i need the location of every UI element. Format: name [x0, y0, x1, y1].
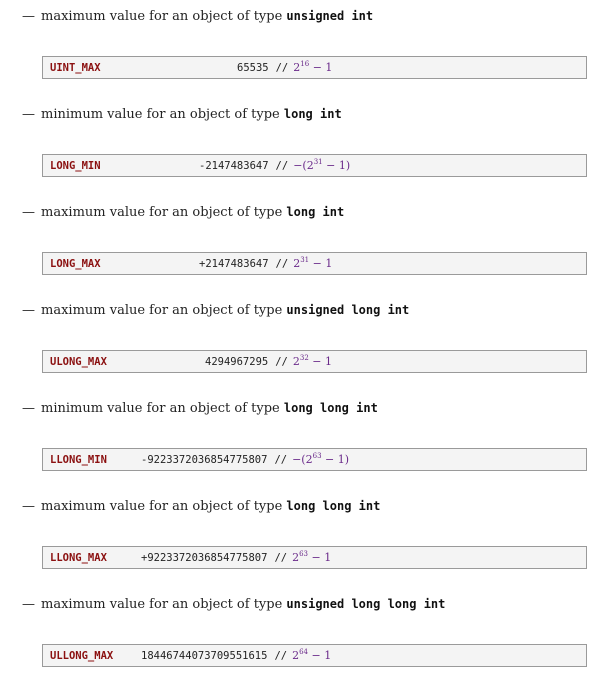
value-line	[199, 257, 332, 271]
expr-exponent: 31	[313, 158, 323, 166]
macro-name: LLONG_MAX	[50, 552, 107, 564]
limit-entry	[0, 490, 602, 588]
macro-value: +9223372036854775807	[141, 552, 268, 564]
expr-base: 2	[306, 159, 314, 172]
value-line	[141, 551, 331, 565]
code-box	[42, 154, 587, 177]
power-expression	[293, 355, 332, 368]
comment-marker: //	[274, 552, 288, 564]
power-expression	[292, 551, 331, 564]
type-name: unsigned long int	[286, 303, 410, 317]
limit-entry	[0, 294, 602, 392]
macro-name: ULLONG_MAX	[50, 650, 114, 662]
code-box	[42, 448, 587, 471]
macro-name: LLONG_MIN	[50, 454, 107, 466]
code-box	[42, 56, 587, 79]
expr-rest: − 1	[312, 257, 333, 270]
type-name: long long int	[283, 401, 378, 415]
expr-rest: − 1	[311, 551, 332, 564]
limit-description	[22, 595, 445, 614]
limit-entry	[0, 98, 602, 196]
macro-name: LONG_MIN	[50, 160, 101, 172]
comment-marker: //	[275, 356, 288, 368]
expr-rest: − 1	[326, 159, 346, 172]
description-text: maximum value for an object of type	[41, 597, 283, 612]
expr-base: 2	[293, 61, 301, 74]
macro-value: +2147483647	[199, 258, 269, 270]
value-line	[237, 61, 332, 75]
limit-entry	[0, 392, 602, 490]
limit-description	[22, 203, 344, 222]
expr-rest: − 1	[312, 355, 333, 368]
expr-exponent: 32	[299, 354, 309, 362]
description-text: minimum value for an object of type	[41, 107, 280, 122]
expr-open: −(	[292, 453, 306, 466]
code-box	[42, 350, 587, 373]
expr-exponent: 31	[300, 256, 310, 264]
macro-value: 18446744073709551615	[141, 650, 268, 662]
em-dash: —	[22, 597, 35, 612]
expr-rest: − 1	[325, 453, 345, 466]
limit-description	[22, 301, 409, 320]
comment-marker: //	[274, 650, 288, 662]
description-text: maximum value for an object of type	[41, 303, 283, 318]
em-dash: —	[22, 499, 35, 514]
description-text: maximum value for an object of type	[41, 499, 283, 514]
value-line	[141, 649, 331, 663]
em-dash: —	[22, 205, 35, 220]
limit-description	[22, 497, 380, 516]
expr-rest: − 1	[312, 61, 333, 74]
code-box	[42, 546, 587, 569]
em-dash: —	[22, 303, 35, 318]
expr-base: 2	[293, 257, 301, 270]
power-expression	[292, 453, 349, 466]
macro-name: ULONG_MAX	[50, 356, 107, 368]
limit-entry	[0, 588, 602, 686]
macro-value: -9223372036854775807	[141, 454, 268, 466]
expr-close: )	[344, 453, 350, 466]
macro-name: UINT_MAX	[50, 62, 101, 74]
type-name: long long int	[286, 499, 381, 513]
em-dash: —	[22, 107, 35, 122]
comment-marker: //	[275, 160, 289, 172]
comment-marker: //	[275, 258, 289, 270]
expr-base: 2	[305, 453, 313, 466]
macro-value: -2147483647	[199, 160, 269, 172]
limit-description	[22, 105, 342, 124]
power-expression	[293, 61, 332, 74]
macro-name: LONG_MAX	[50, 258, 101, 270]
type-name: long int	[283, 107, 342, 121]
power-expression	[293, 257, 332, 270]
code-box	[42, 252, 587, 275]
expr-open: −(	[293, 159, 307, 172]
code-box	[42, 644, 587, 667]
type-name: long int	[286, 205, 345, 219]
expr-base: 2	[292, 355, 300, 368]
power-expression	[293, 159, 350, 172]
expr-exponent: 64	[299, 648, 309, 656]
description-text: minimum value for an object of type	[41, 401, 280, 416]
em-dash: —	[22, 9, 35, 24]
power-expression	[292, 649, 331, 662]
limit-description	[22, 399, 378, 418]
expr-rest: − 1	[311, 649, 332, 662]
value-line	[205, 355, 332, 369]
value-line	[199, 159, 350, 173]
expr-exponent: 63	[299, 550, 309, 558]
comment-marker: //	[275, 62, 289, 74]
em-dash: —	[22, 401, 35, 416]
comment-marker: //	[274, 454, 288, 466]
description-text: maximum value for an object of type	[41, 205, 283, 220]
expr-base: 2	[292, 551, 300, 564]
limit-entry	[0, 196, 602, 294]
description-text: maximum value for an object of type	[41, 9, 283, 24]
expr-exponent: 16	[300, 60, 310, 68]
value-line	[141, 453, 349, 467]
expr-close: )	[345, 159, 351, 172]
expr-exponent: 63	[312, 452, 322, 460]
expr-base: 2	[292, 649, 300, 662]
macro-value: 4294967295	[205, 356, 269, 368]
limit-description	[22, 7, 373, 26]
type-name: unsigned int	[286, 9, 374, 23]
type-name: unsigned long long int	[286, 597, 446, 611]
macro-value: 65535	[237, 62, 269, 74]
limit-entry	[0, 0, 602, 98]
